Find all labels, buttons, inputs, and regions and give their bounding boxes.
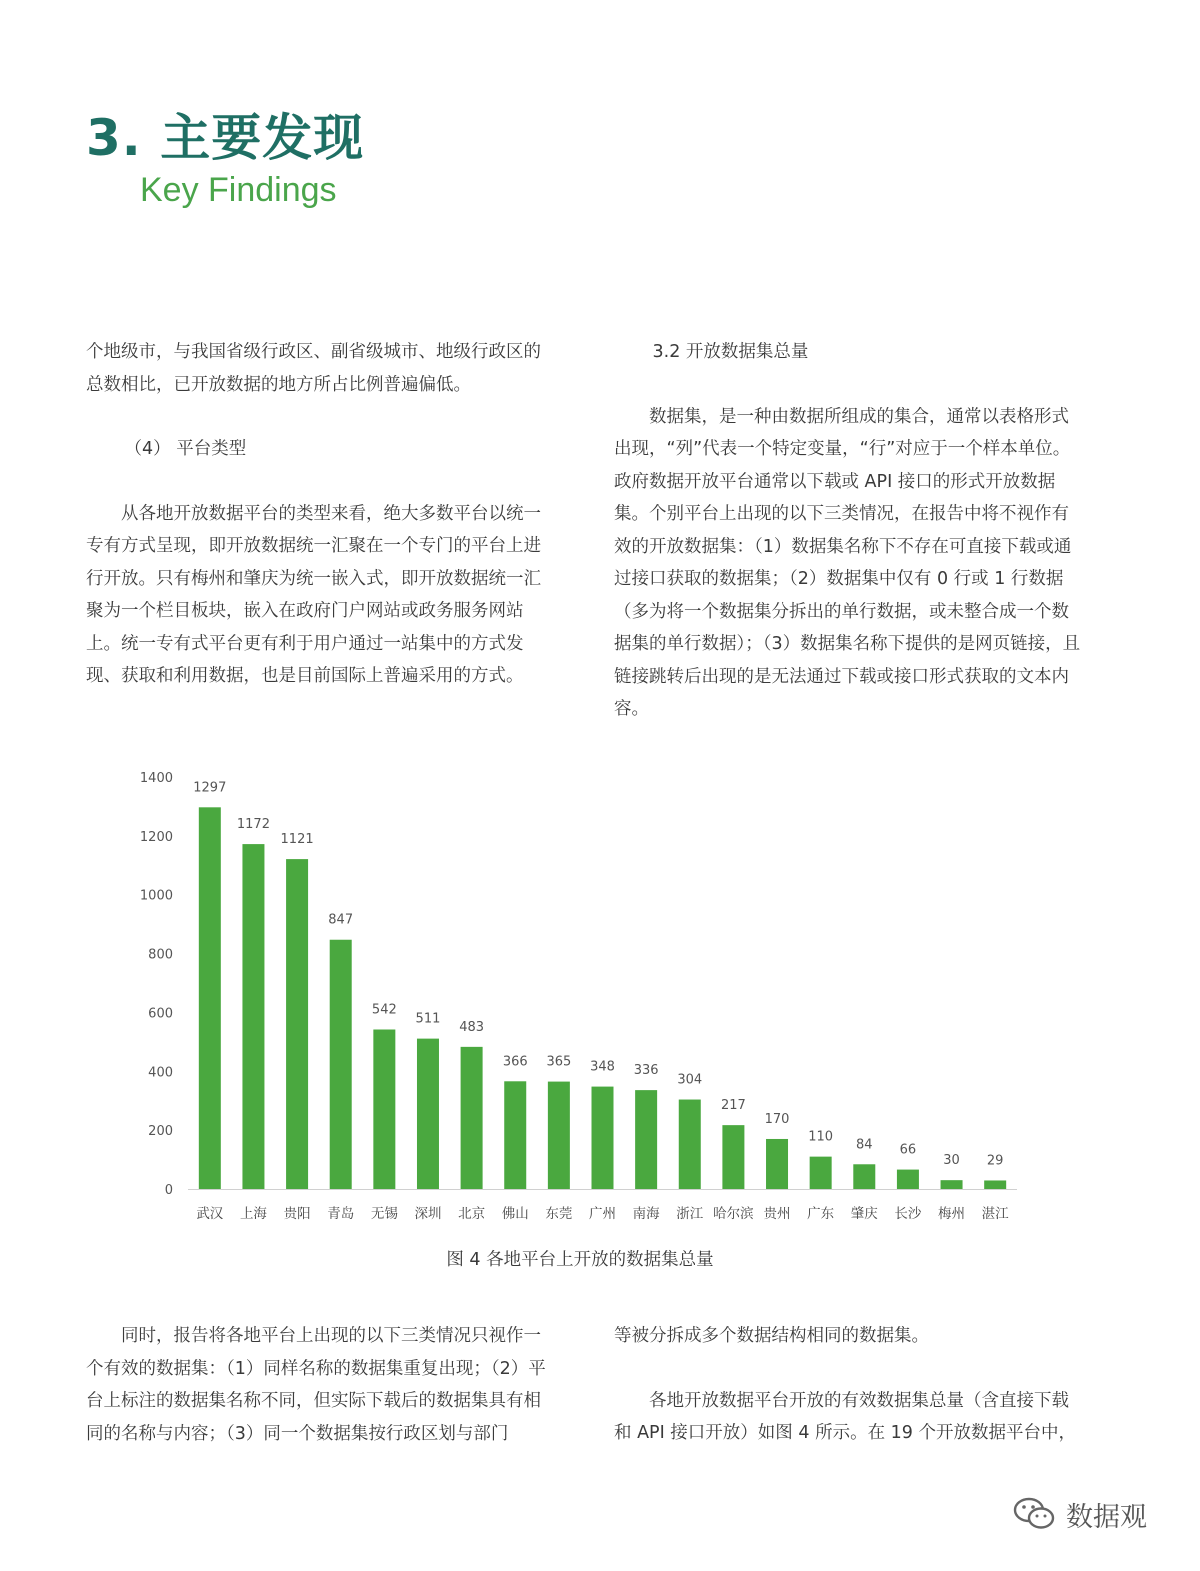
- bar: [766, 1139, 788, 1189]
- y-tick-label: 400: [148, 1065, 173, 1081]
- x-tick-label: 湛江: [981, 1206, 1009, 1222]
- y-tick-label: 1200: [139, 829, 173, 845]
- x-tick-label: 北京: [458, 1206, 486, 1222]
- data-label: 511: [415, 1011, 441, 1027]
- y-tick-label: 0: [164, 1183, 173, 1198]
- data-label: 1121: [280, 832, 314, 848]
- data-label: 336: [633, 1063, 659, 1079]
- bar: [504, 1081, 526, 1189]
- bar: [330, 940, 352, 1189]
- x-tick-label: 东莞: [545, 1206, 573, 1222]
- x-tick-label: 梅州: [938, 1206, 966, 1222]
- bar: [853, 1164, 875, 1189]
- data-label: 348: [590, 1059, 615, 1075]
- x-tick-label: 长沙: [894, 1206, 922, 1222]
- bar: [897, 1170, 919, 1189]
- paragraph: 各地开放数据平台开放的有效数据集总量（含直接下载和 API 接口开放）如图 4 所示。在 19 个开放数据平台中，: [614, 1390, 1076, 1443]
- x-tick-label: 肇庆: [850, 1206, 878, 1222]
- bar-chart: [0, 760, 1160, 1240]
- data-label: 217: [720, 1098, 746, 1114]
- y-tick-label: 600: [148, 1006, 173, 1022]
- section-title: 3. 主要发现: [86, 109, 365, 167]
- bar: [242, 844, 264, 1189]
- y-tick-label: 200: [148, 1124, 173, 1140]
- bar: [984, 1180, 1006, 1189]
- bar: [592, 1087, 614, 1189]
- x-tick-label: 贵州: [763, 1206, 791, 1222]
- right-column-bottom: [614, 1320, 1086, 1450]
- paragraph: 个地级市，与我国省级行政区、副省级城市、地级行政区的总数相比，已开放数据的地方所占比例普遍偏低。: [86, 342, 541, 395]
- x-tick-label: 哈尔滨: [713, 1206, 754, 1222]
- y-tick-label: 1400: [139, 771, 173, 786]
- data-label: 365: [546, 1054, 572, 1070]
- watermark: [1012, 1494, 1147, 1534]
- figure-caption: 图 4 各地平台上开放的数据集总量: [446, 1250, 714, 1270]
- x-tick-label: 佛山: [501, 1206, 529, 1222]
- x-tick-label: 广州: [589, 1206, 616, 1222]
- left-column-bottom: [86, 1320, 558, 1450]
- right-column-top: [614, 336, 1086, 726]
- paragraph: 数据集，是一种由数据所组成的集合，通常以表格形式出现，“列”代表一个特定变量，“行”对应于一个样本单位。政府数据开放平台通常以下载或 API 接口的形式开放数据集。个别平台上出现的以下三类情况，在报告中将不视作有效的开放数据集：（1）数据集名称下不存在可直接下载或通过接口获取的数据集；（2）数据集中仅有 0 行或 1 行数据（多为将一个数据集分拆出的单行数据，或未整合成一个数据集的单行数据）；（3）数据集名称下提供的是网页链接，且链接跳转后出现的是无法通过下载或接口形式获取的文本内容。: [614, 406, 1081, 719]
- paragraph: 从各地开放数据平台的类型来看，绝大多数平台以统一专有方式呈现，即开放数据统一汇聚在一个专门的平台上进行开放。只有梅州和肇庆为统一嵌入式，即开放数据统一汇聚为一个栏目板块，嵌入在政府门户网站或政务服务网站上。统一专有式平台更有利于用户通过一站集中的方式发现、获取和利用数据，也是目前国际上普遍采用的方式。: [86, 503, 541, 686]
- x-tick-label: 贵阳: [283, 1206, 311, 1222]
- bar: [635, 1090, 657, 1189]
- y-tick-label: 1000: [139, 888, 173, 904]
- data-label: 847: [328, 912, 354, 928]
- bar: [679, 1100, 701, 1189]
- data-label: 110: [808, 1129, 834, 1145]
- bar: [286, 859, 308, 1189]
- data-label: 170: [764, 1111, 790, 1127]
- x-tick-label: 武汉: [196, 1206, 224, 1222]
- sub-heading-platform-type: （4） 平台类型: [124, 439, 247, 459]
- wechat-icon: [1012, 1494, 1058, 1534]
- section-subtitle: Key Findings: [140, 171, 337, 209]
- bar: [199, 807, 221, 1189]
- sub-heading-dataset-total: 3.2 开放数据集总量: [652, 342, 809, 362]
- x-tick-label: 南海: [632, 1206, 660, 1222]
- x-tick-label: 青岛: [327, 1206, 355, 1222]
- data-label: 29: [986, 1153, 1004, 1169]
- data-label: 483: [459, 1019, 485, 1035]
- x-tick-label: 上海: [239, 1206, 267, 1222]
- paragraph: 等被分拆成多个数据结构相同的数据集。: [614, 1326, 929, 1346]
- bar: [810, 1157, 832, 1189]
- bar: [548, 1082, 570, 1189]
- x-tick-label: 广东: [807, 1206, 835, 1222]
- bar: [941, 1180, 963, 1189]
- data-label: 542: [371, 1002, 397, 1018]
- data-label: 1172: [236, 817, 270, 833]
- data-label: 304: [677, 1072, 703, 1088]
- data-label: 84: [856, 1137, 873, 1153]
- x-tick-label: 浙江: [676, 1206, 704, 1222]
- bar: [722, 1125, 744, 1189]
- data-label: 66: [899, 1142, 917, 1158]
- x-tick-label: 深圳: [414, 1206, 442, 1222]
- paragraph: 同时，报告将各地平台上出现的以下三类情况只视作一个有效的数据集：（1）同样名称的数据集重复出现；（2）平台上标注的数据集名称不同，但实际下载后的数据集具有相同的名称与内容；（3）同一个数据集按行政区划与部门: [86, 1326, 546, 1444]
- watermark-text: 数据观: [1066, 1501, 1147, 1533]
- x-tick-label: 无锡: [370, 1206, 398, 1222]
- bar: [373, 1029, 395, 1189]
- data-label: 1297: [193, 780, 227, 796]
- y-tick-label: 800: [148, 947, 173, 963]
- bar: [461, 1047, 483, 1189]
- bar: [417, 1039, 439, 1189]
- data-label: 366: [502, 1054, 528, 1070]
- data-label: 30: [943, 1153, 960, 1169]
- left-column-top: [86, 336, 558, 693]
